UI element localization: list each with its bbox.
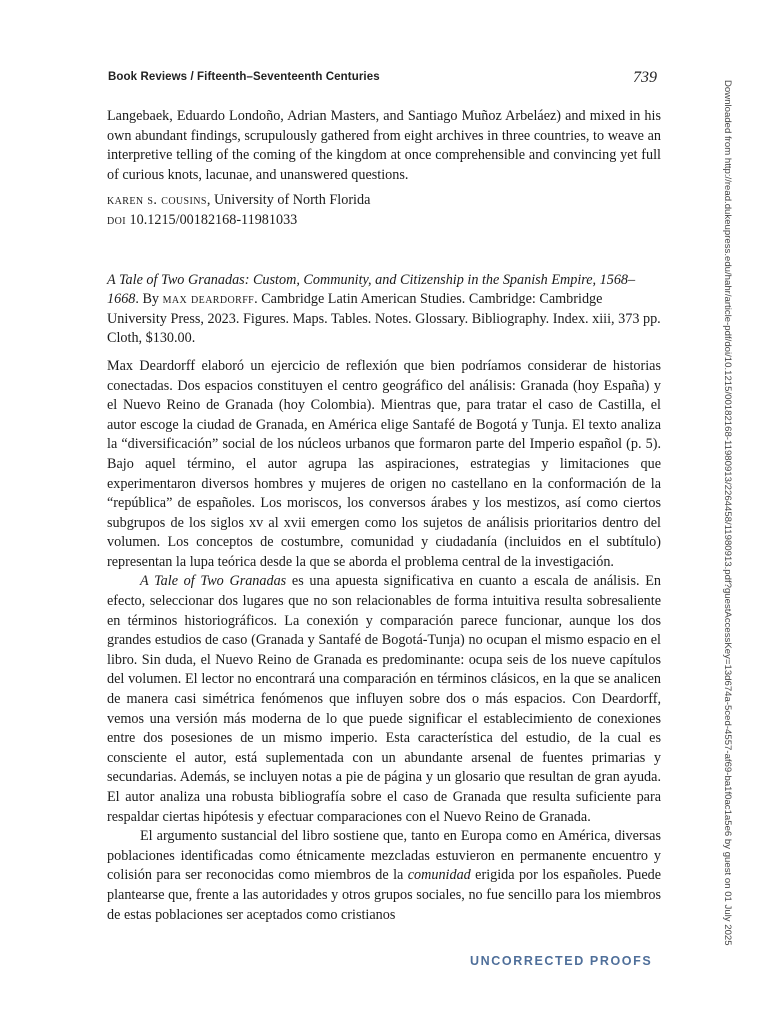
review-paragraph-3-end: erigida por los españoles. Puede plantearse que, frente a las autoridades y otros grupos sociales, no fue sencillo para los miembros de estas poblaciones ser aceptados como cristianos <box>107 867 662 923</box>
citation-details: . Cambridge Latin American Studies. Cambridge: Cambridge University Press, 2023. Figures. Maps. Tables. Notes. Glossary. Bibliography. Index. xiii, 373 pp. Cloth, $130.00. <box>107 291 661 347</box>
book-author: max deardorff <box>162 291 255 308</box>
review-paragraph-1: Max Deardorff elaboró un ejercicio de reflexión que bien podríamos considerar de historias conectadas. Dos espacios constituyen el centro geográfico del análisis: Granada (hoy España) y el Nuevo Reino de Granada (hoy Colombia). Mientras que, para tratar el caso de Castilla, el autor escoge la ciudad de Granada, en América elige Santafé de Bogotá y Tunja. El texto analiza la “diversificación” social de los núcleos urbanos que formaron parte del Imperio español (p. 5). Bajo aquel término, el autor agrupa las aspiraciones, estrategias y limitaciones que experimentaron diversos hombres y mujeres de origen no castellano en la conformación de la “república” de españoles. Los moriscos, los conversos árabes y los mestizos, así como ciertos subgrupos de los siglos xv al xvii emergen como los sujetos de análisis prioritarios dentro del volumen. Los conceptos de costumbre, comunidad y ciudadanía (incluidos en el subtítulo) representan la lupa teórica desde la que se aborda el problema central de la investigación. <box>107 357 661 570</box>
book-title: A Tale of Two Granadas: Custom, Community, and Citizenship in the Spanish Empire, 1568–1668 <box>107 271 636 308</box>
page-body <box>107 107 661 925</box>
review-paragraph-3-start: El argumento sustancial del libro sostiene que, tanto en Europa como en América, diversas poblaciones identificadas como étnicamente mezcladas estuvieron en permanente encuentro y colisión para ser reconocidas como miembros de la <box>107 828 661 884</box>
reviewer-signature <box>107 191 661 211</box>
page-number: 739 <box>633 69 657 86</box>
download-watermark: Downloaded from http://read.dukeupress.edu/hahr/article-pdf/doi/10.1215/00182168-11980913/2264458/11980913.pdf?guestAccessKey=13d674a-5ced-4557-af69-ba1f0ac1a5e6 by guest on 01 July 2025 <box>722 80 733 946</box>
doi-label: doi <box>107 211 126 228</box>
book-citation <box>107 271 661 349</box>
doi-value: 10.1215/00182168-11981033 <box>125 211 298 228</box>
doi-line <box>107 211 661 231</box>
citation-by: . By <box>135 291 163 308</box>
uncorrected-proofs-label: UNCORRECTED PROOFS <box>470 954 653 968</box>
reviewer-affiliation: , University of North Florida <box>206 192 371 209</box>
review-paragraph-2-text: es una apuesta significativa en cuanto a escala de análisis. En efecto, seleccionar dos lugares que no son relacionables de forma intuitiva resulta sobresaliente en términos historiográficos. La conexión y comparación parece funcionar, aunque los dos grandes estudios de caso (Granada y Santafé de Bogotá-Tunja) no ocupan el mismo espacio en el libro. Sin duda, el Nuevo Reino de Granada es predominante: ocupa seis de los nueve capítulos del volumen. El lector no encontrará una comparación en términos clásicos, en la que se analicen de manera casi simétrica fenómenos que influyen sobre dos o más espacios. Con Deardorff, vemos una versión más moderna de lo que puede significar el establecimiento de conexiones entre dos posesiones de un mismo imperio. Esta característica del estudio, de la cual es consciente el autor, está suplementada con un abundante arsenal de fuentes primarias y secundarias. Además, se incluyen notas a pie de página y un glosario que resultan de gran ayuda. El autor analiza una robusta bibliografía sobre el caso de Granada que resulta suficiente para respaldar ciertas hipótesis y efectuar comparaciones con el Nuevo Reino de Granada. <box>107 573 662 825</box>
previous-review-closing-paragraph: Langebaek, Eduardo Londoño, Adrian Masters, and Santiago Muñoz Arbeláez) and mixed in his own abundant findings, scrupulously gathered from eight archives in three countries, to weave an interpretive telling of the coming of the kingdom at once comprehensible and convincing yet full of curious knots, lacunae, and unanswered questions. <box>107 108 661 183</box>
review-paragraph-3 <box>107 827 661 925</box>
review-paragraph-2 <box>107 572 661 827</box>
running-head: Book Reviews / Fifteenth–Seventeenth Centuries <box>108 71 380 83</box>
reviewer-name: karen s. cousins <box>107 192 207 209</box>
review-paragraph-3-italic: comunidad <box>407 867 471 884</box>
review-paragraph-2-title: A Tale of Two Granadas <box>140 573 287 590</box>
